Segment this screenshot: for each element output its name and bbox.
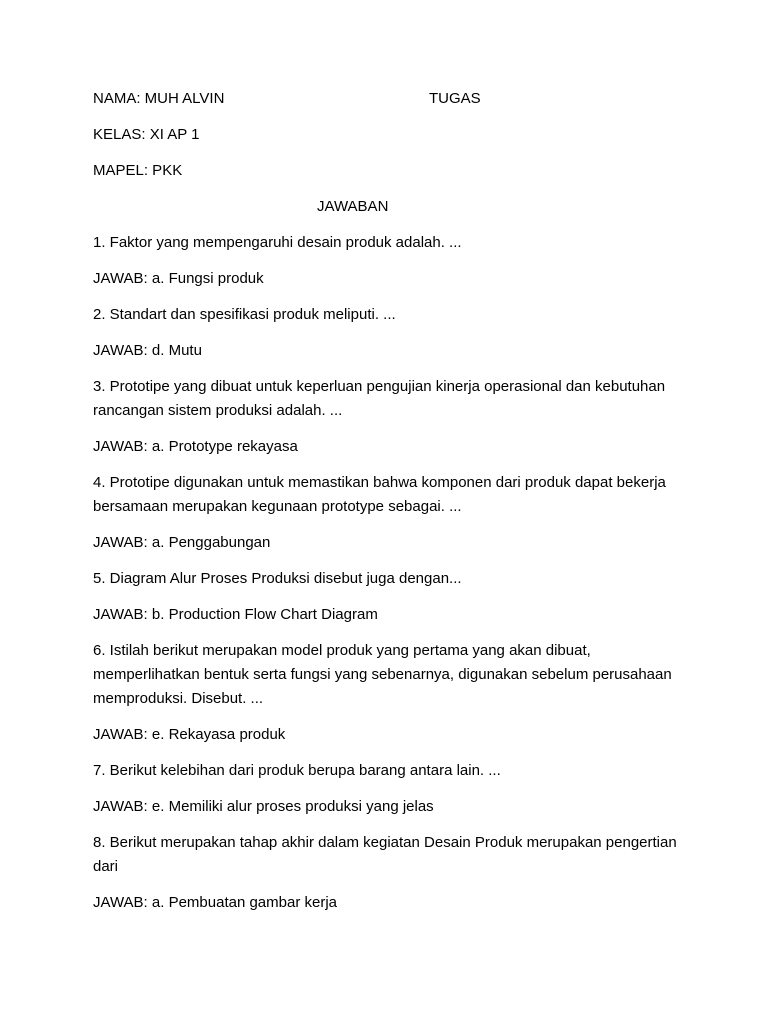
answer-5: JAWAB: b. Production Flow Chart Diagram [93, 606, 378, 623]
answer-4: JAWAB: a. Penggabungan [93, 534, 271, 551]
answer-3: JAWAB: a. Prototype rekayasa [93, 438, 298, 455]
question-3: 3. Prototipe yang dibuat untuk keperluan pengujian kinerja operasional dan kebutuhan rancangan sistem produksi adalah. ... [93, 378, 666, 419]
answer-8: JAWAB: a. Pembuatan gambar kerja [93, 894, 337, 911]
question-7: 7. Berikut kelebihan dari produk berupa barang antara lain. ... [93, 762, 501, 779]
answers-heading: JAWABAN [317, 198, 389, 215]
question-4: 4. Prototipe digunakan untuk memastikan bahwa komponen dari produk dapat bekerja bersamaan merupakan kegunaan prototype sebagai. ... [93, 474, 666, 515]
student-name: NAMA: MUH ALVIN [93, 90, 225, 107]
subject-info: MAPEL: PKK [93, 162, 183, 179]
assignment-label: TUGAS [429, 90, 481, 107]
answer-1: JAWAB: a. Fungsi produk [93, 270, 264, 287]
answer-7: JAWAB: e. Memiliki alur proses produksi yang jelas [93, 798, 434, 815]
question-8: 8. Berikut merupakan tahap akhir dalam kegiatan Desain Produk merupakan pengertian dari [93, 834, 677, 875]
question-6: 6. Istilah berikut merupakan model produk yang pertama yang akan dibuat, memperlihatkan bentuk serta fungsi yang sebenarnya, digunakan sebelum perusahaan memproduksi. Disebut. ... [93, 642, 672, 707]
question-2: 2. Standart dan spesifikasi produk meliputi. ... [93, 306, 396, 323]
class-info: KELAS: XI AP 1 [93, 126, 200, 143]
answer-2: JAWAB: d. Mutu [93, 342, 202, 359]
answer-6: JAWAB: e. Rekayasa produk [93, 726, 286, 743]
question-1: 1. Faktor yang mempengaruhi desain produk adalah. ... [93, 234, 462, 251]
question-5: 5. Diagram Alur Proses Produksi disebut juga dengan... [93, 570, 462, 587]
